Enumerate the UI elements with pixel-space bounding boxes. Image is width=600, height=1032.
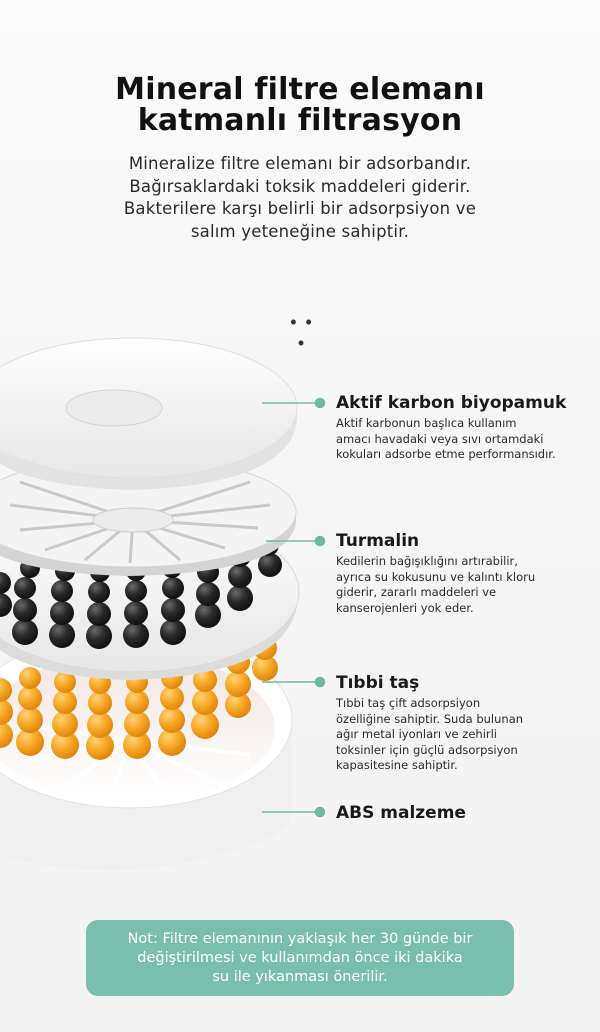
note-line-2: değiştirilmesi ve kullanımdan önce iki dakika [137, 949, 463, 966]
leader-dot-carbon [316, 399, 325, 408]
usage-note [86, 920, 514, 996]
title-line-2: katmanlı filtrasyon [137, 103, 463, 138]
subtitle-line-1: Mineralize filtre elemanı bir adsorbandır. [128, 154, 472, 173]
callout-text-line: kokuları adsorbe etme performansıdır. [336, 447, 556, 462]
callout-tourmaline [336, 531, 586, 616]
callout-medical-stone [336, 673, 586, 774]
callout-abs-material [336, 803, 586, 823]
filter-layers-illustration [0, 330, 310, 890]
subtitle-line-4: salım yeteneğine sahiptir. [190, 221, 410, 241]
note-line-3: su ile yıkanması önerilir. [212, 968, 388, 985]
subtitle-line-2: Bağırsaklardaki toksik maddeleri giderir. [129, 176, 471, 196]
callout-text-line: özelliğine sahiptir. Suda bulunan [336, 711, 524, 726]
note-line-1: Not: Filtre elemanının yaklaşık her 30 günde bir [127, 930, 473, 947]
callout-text-line: Aktif karbonun başlıca kullanım [336, 416, 517, 430]
callout-text [336, 416, 586, 463]
ellipsis-dots: • • • [290, 312, 314, 353]
subtitle-line-3: Bakterilere karşı belirli bir adsorpsiyon ve [123, 199, 477, 218]
callout-title: Aktif karbon biyopamuk [336, 393, 567, 413]
callout-text-line: giderir, zararlı maddeleri ve [336, 585, 497, 600]
callout-title: Tıbbi taş [336, 673, 420, 693]
callout-text-line: ağır metal iyonları ve zehirli [336, 727, 498, 742]
callout-text-line: toksinler için güçlü adsorpsiyon [336, 742, 518, 757]
callout-activated-carbon [336, 393, 586, 463]
callout-text [336, 554, 586, 616]
callout-text-line: kanserojenleri yok eder. [336, 600, 474, 615]
callout-text-line: Kedilerin bağışıklığını artırabilir, [336, 554, 518, 568]
page-title [0, 74, 600, 136]
callout-title: ABS malzeme [336, 803, 466, 823]
callout-text-line: ayrıca su kokusunu ve kalıntı kloru [336, 569, 536, 584]
callout-text-line: Tıbbi taş çift adsorpsiyon [336, 696, 481, 710]
callout-text [336, 696, 586, 774]
callout-text-line: kapasitesine sahiptir. [336, 758, 458, 773]
subtitle [70, 153, 530, 243]
callout-text-line: amacı havadaki veya sıvı ortamdaki [336, 431, 544, 446]
leader-dot-abs [316, 808, 325, 817]
leader-dot-tourmaline [316, 537, 325, 546]
title-line-1: Mineral filtre elemanı [115, 72, 485, 107]
activated-carbon-disc [0, 338, 297, 490]
leader-dot-stone [316, 678, 325, 687]
callout-title: Turmalin [336, 531, 420, 551]
